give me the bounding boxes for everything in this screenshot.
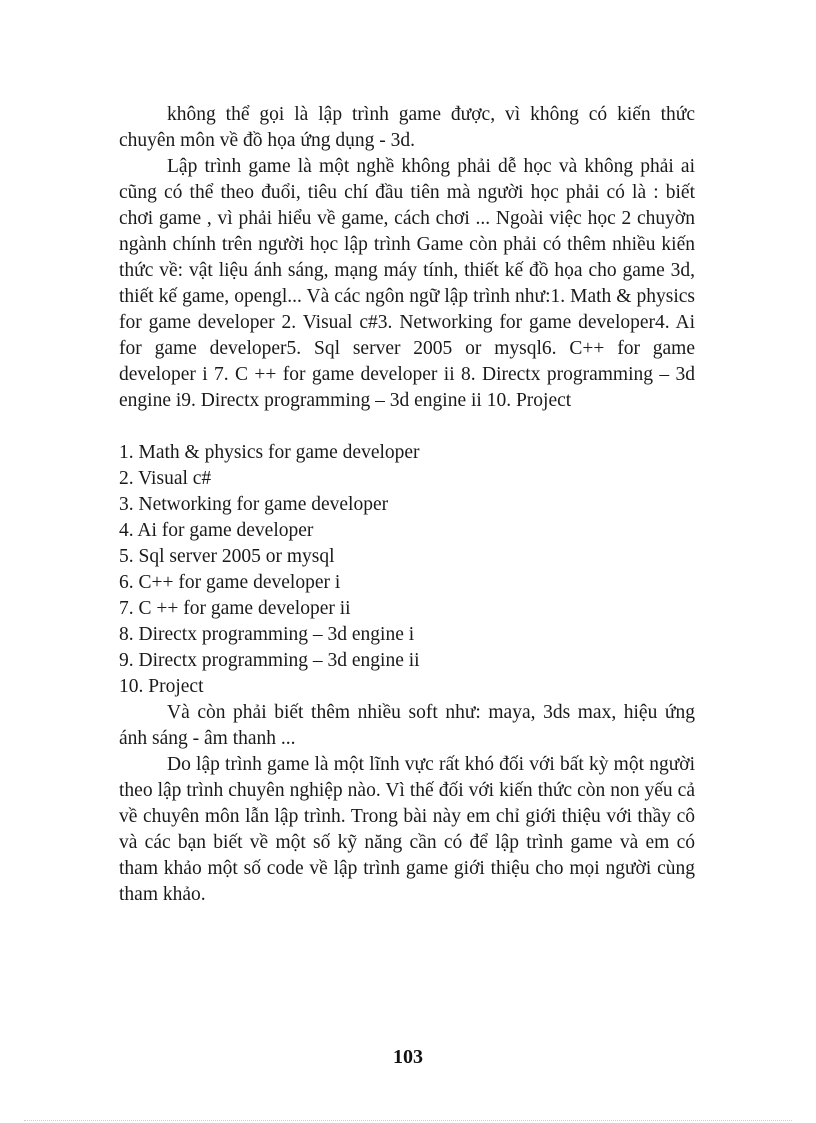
list-item: 1. Math & physics for game developer — [119, 442, 420, 463]
list-item: 4. Ai for game developer — [119, 520, 314, 541]
list-item: 10. Project — [119, 676, 204, 697]
list-item: 7. C ++ for game developer ii — [119, 598, 351, 619]
blank-line — [119, 414, 695, 440]
list-item: 3. Networking for game developer — [119, 494, 389, 515]
list-item: 9. Directx programming – 3d engine ii — [119, 650, 420, 671]
page-body — [119, 102, 695, 908]
paragraph-game-programming-intro: Lập trình game là một nghề không phải dễ học và không phải ai cũng có thể theo đuổi, tiêu chí đầu tiên mà người học phải có là : biết chơi game , vì phải hiểu về game, cách chơi ... Ngoài việc học 2 chuyờn ngành chính trên người học lập trình Game còn phải có thêm nhiều kiến thức về: vật liệu ánh sáng, mạng máy tính, thiết kế đồ họa cho game 3d, thiết kế game, opengl... Và các ngôn ngữ lập trình như:1. Math & physics for game developer 2. Visual c#3. Networking for game developer4. Ai for game developer5. Sql server 2005 or mysql6. C++ for game developer i 7. C ++ for game developer ii 8. Directx programming – 3d engine i9. Directx programming – 3d engine ii 10. Project — [119, 156, 695, 411]
course-list — [119, 440, 695, 700]
paragraph-conclusion: Do lập trình game là một lĩnh vực rất khó đối với bất kỳ một người theo lập trình chuyên nghiệp nào. Vì thế đối với kiến thức còn non yếu cả về chuyên môn lẫn lập trình. Trong bài này em chỉ giới thiệu với thầy cô và các bạn biết về một số kỹ năng cần có để lập trình game và em có tham khảo một số code về lập trình game giới thiệu cho mọi người cùng tham khảo. — [119, 754, 695, 905]
bottom-dotted-rule — [24, 1120, 792, 1121]
list-item: 8. Directx programming – 3d engine i — [119, 624, 415, 645]
list-item: 6. C++ for game developer i — [119, 572, 341, 593]
page-number: 103 — [393, 1046, 423, 1068]
paragraph-continuation: không thể gọi là lập trình game được, vì không có kiến thức chuyên môn về đồ họa ứng dụng - 3d. — [119, 104, 695, 151]
list-item: 5. Sql server 2005 or mysql — [119, 546, 335, 567]
paragraph-software: Và còn phải biết thêm nhiều soft như: maya, 3ds max, hiệu ứng ánh sáng - âm thanh ... — [119, 702, 695, 749]
list-item: 2. Visual c# — [119, 468, 212, 489]
